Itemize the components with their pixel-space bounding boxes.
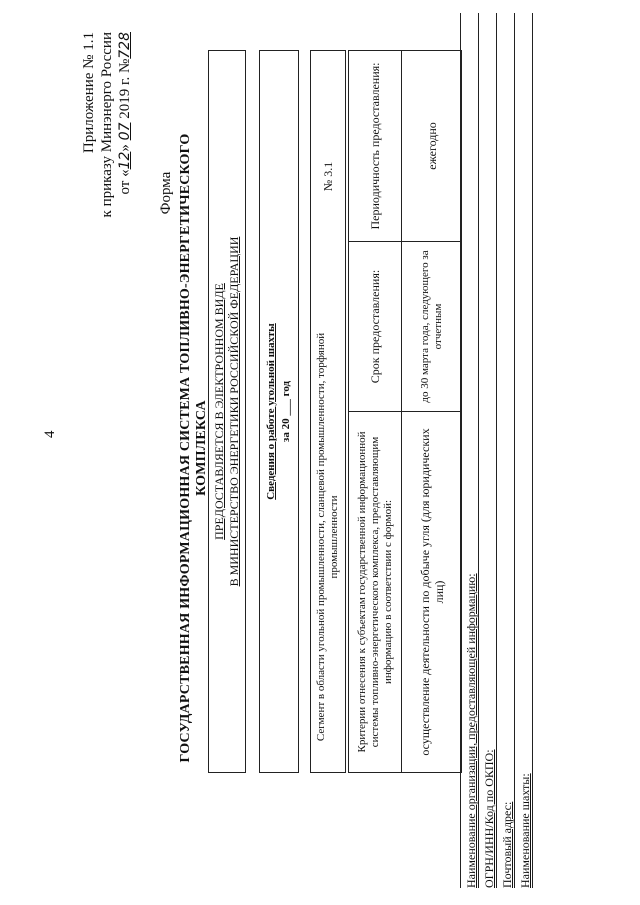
footer-rule-3 [514,13,515,888]
page-number: 4 [42,430,58,438]
org-name-label: Наименование организации, предоставляющей информацию: [464,573,478,888]
report-period: за 20 ___ год [280,380,292,443]
submission-notice-box [208,50,246,773]
footer-rule-1 [478,13,479,888]
footer-rule-top [460,13,461,888]
report-title-box [259,50,299,773]
submission-notice-line-1: ПРЕДОСТАВЛЯЕТСЯ В ЭЛЕКТРОННОМ ВИДЕ [212,283,226,540]
postal-address-label: Почтовый адрес: [500,801,514,888]
segment-box [310,50,346,773]
document-page [0,13,610,888]
periodicity-header: Периодичность предоставления: [368,62,382,230]
date-prefix: от « [117,169,133,195]
deadline-value: до 30 марта года, следующего за отчетным [418,250,444,403]
appendix-reference [80,32,134,268]
form-label: Форма [158,171,174,215]
handwritten-month: 07 [117,122,133,141]
ogrn-label: ОГРН/ИНН/Код по ОКПО: [482,749,496,888]
form-number: № 3.1 [321,161,335,192]
appendix-line-2: к приказу Минэнерго России [99,32,115,218]
report-title: Сведения о работе угольной шахты [265,323,277,500]
deadline-header: Срок предоставления: [368,269,382,384]
segment-description: Сегмент в области угольной промышленности, сланцевой промышленности, торфяной промышленности [315,332,340,742]
footer-rule-2 [496,13,497,888]
footer-rule-4 [532,13,533,888]
criteria-header: Критерии отнесения к субъектам государственной информационной системы топливно-энергетического комплекса, предоставляющим информацию в соответствии с формой: [355,431,394,753]
criteria-table [348,50,462,773]
criteria-value: осуществление деятельности по добыче угля (для юридических лиц) [417,428,446,756]
appendix-line-1: Приложение № 1.1 [81,32,97,154]
date-separator: » [117,140,133,152]
main-title: ГОСУДАРСТВЕННАЯ ИНФОРМАЦИОННАЯ СИСТЕМА ТОПЛИВНО-ЭНЕРГЕТИЧЕСКОГО КОМПЛЕКСА [178,133,209,763]
handwritten-day: 12 [117,151,133,170]
submission-notice-line-2: В МИНИСТЕРСТВО ЭНЕРГЕТИКИ РОССИЙСКОЙ ФЕДЕРАЦИИ [227,236,241,587]
appendix-line-3 [116,32,134,268]
mine-name-label: Наименование шахты: [518,773,532,888]
periodicity-value: ежегодно [424,122,439,170]
date-year-text: 2019 г. № [117,58,133,123]
handwritten-order-number: 728 [117,32,133,59]
